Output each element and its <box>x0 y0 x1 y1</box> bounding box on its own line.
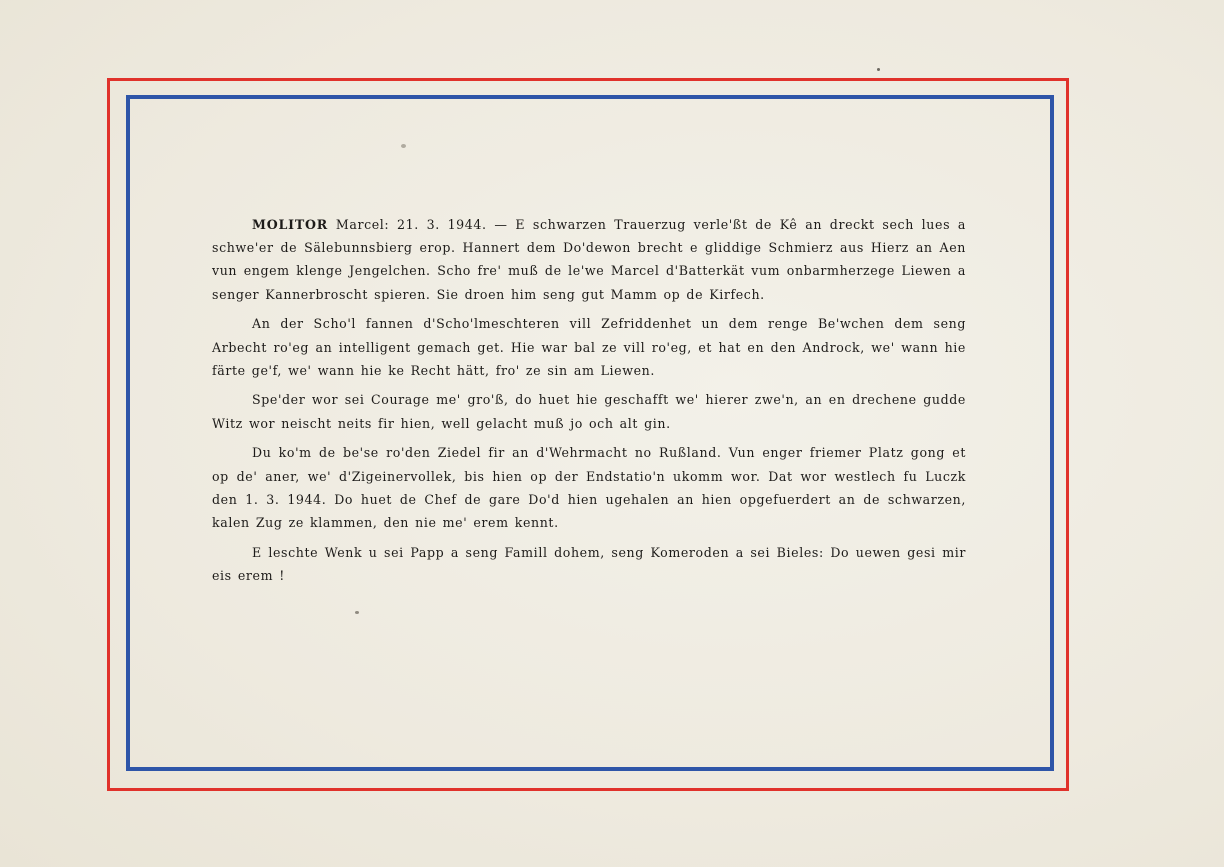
memorial-text <box>212 213 966 587</box>
paragraph-5: E leschte Wenk u sei Papp a seng Famill dohem, seng Komeroden a sei Bieles: Do uewen gesi mir eis erem ! <box>212 544 966 583</box>
paragraph-3: Spe'der wor sei Courage me' gro'ß, do huet hie geschafft we' hierer zwe'n, an en drechene gudde Witz wor neischt neits fir hien, well gelacht muß jo och alt gin. <box>212 392 966 431</box>
paragraph-1 <box>212 213 966 306</box>
paper-speck <box>401 144 406 148</box>
deceased-name: MOLITOR <box>252 217 329 232</box>
paper-speck <box>877 68 880 71</box>
paragraph-2: An der Scho'l fannen d'Scho'lmeschteren vill Zefriddenhet un dem renge Be'wchen dem seng Arbecht ro'eg an intelligent gemach get. Hie war bal ze vill ro'eg, et hat en den Androck, we' wann hie färte ge'f, we' wann hie ke Recht hätt, fro' ze sin am Liewen. <box>212 316 966 378</box>
paragraph-1-text: Marcel: 21. 3. 1944. — E schwarzen Trauerzug verle'ßt de Kê an dreckt sech lues a schwe'er de Sälebunnsbierg erop. Hannert dem Do'dewon brecht e gliddige Schmierz aus Hierz an Aen vun engem klenge Jengelchen. Scho fre' muß de le'we Marcel d'Batterkät vum onbarmherzege Liewen a senger Kannerbroscht spieren. Sie droen him seng gut Mamm op de Kirfech. <box>212 217 966 302</box>
paper-speck <box>355 611 359 614</box>
paragraph-4: Du ko'm de be'se ro'den Ziedel fir an d'Wehrmacht no Rußland. Vun enger friemer Platz gong et op de' aner, we' d'Zigeinervollek, bis hien op der Endstatio'n ukomm wor. Dat wor westlech fu Luczk den 1. 3. 1944. Do huet de Chef de gare Do'd hien ugehalen an hien opgefuerdert an de schwarzen, kalen Zug ze klammen, den nie me' erem kennt. <box>212 445 966 530</box>
